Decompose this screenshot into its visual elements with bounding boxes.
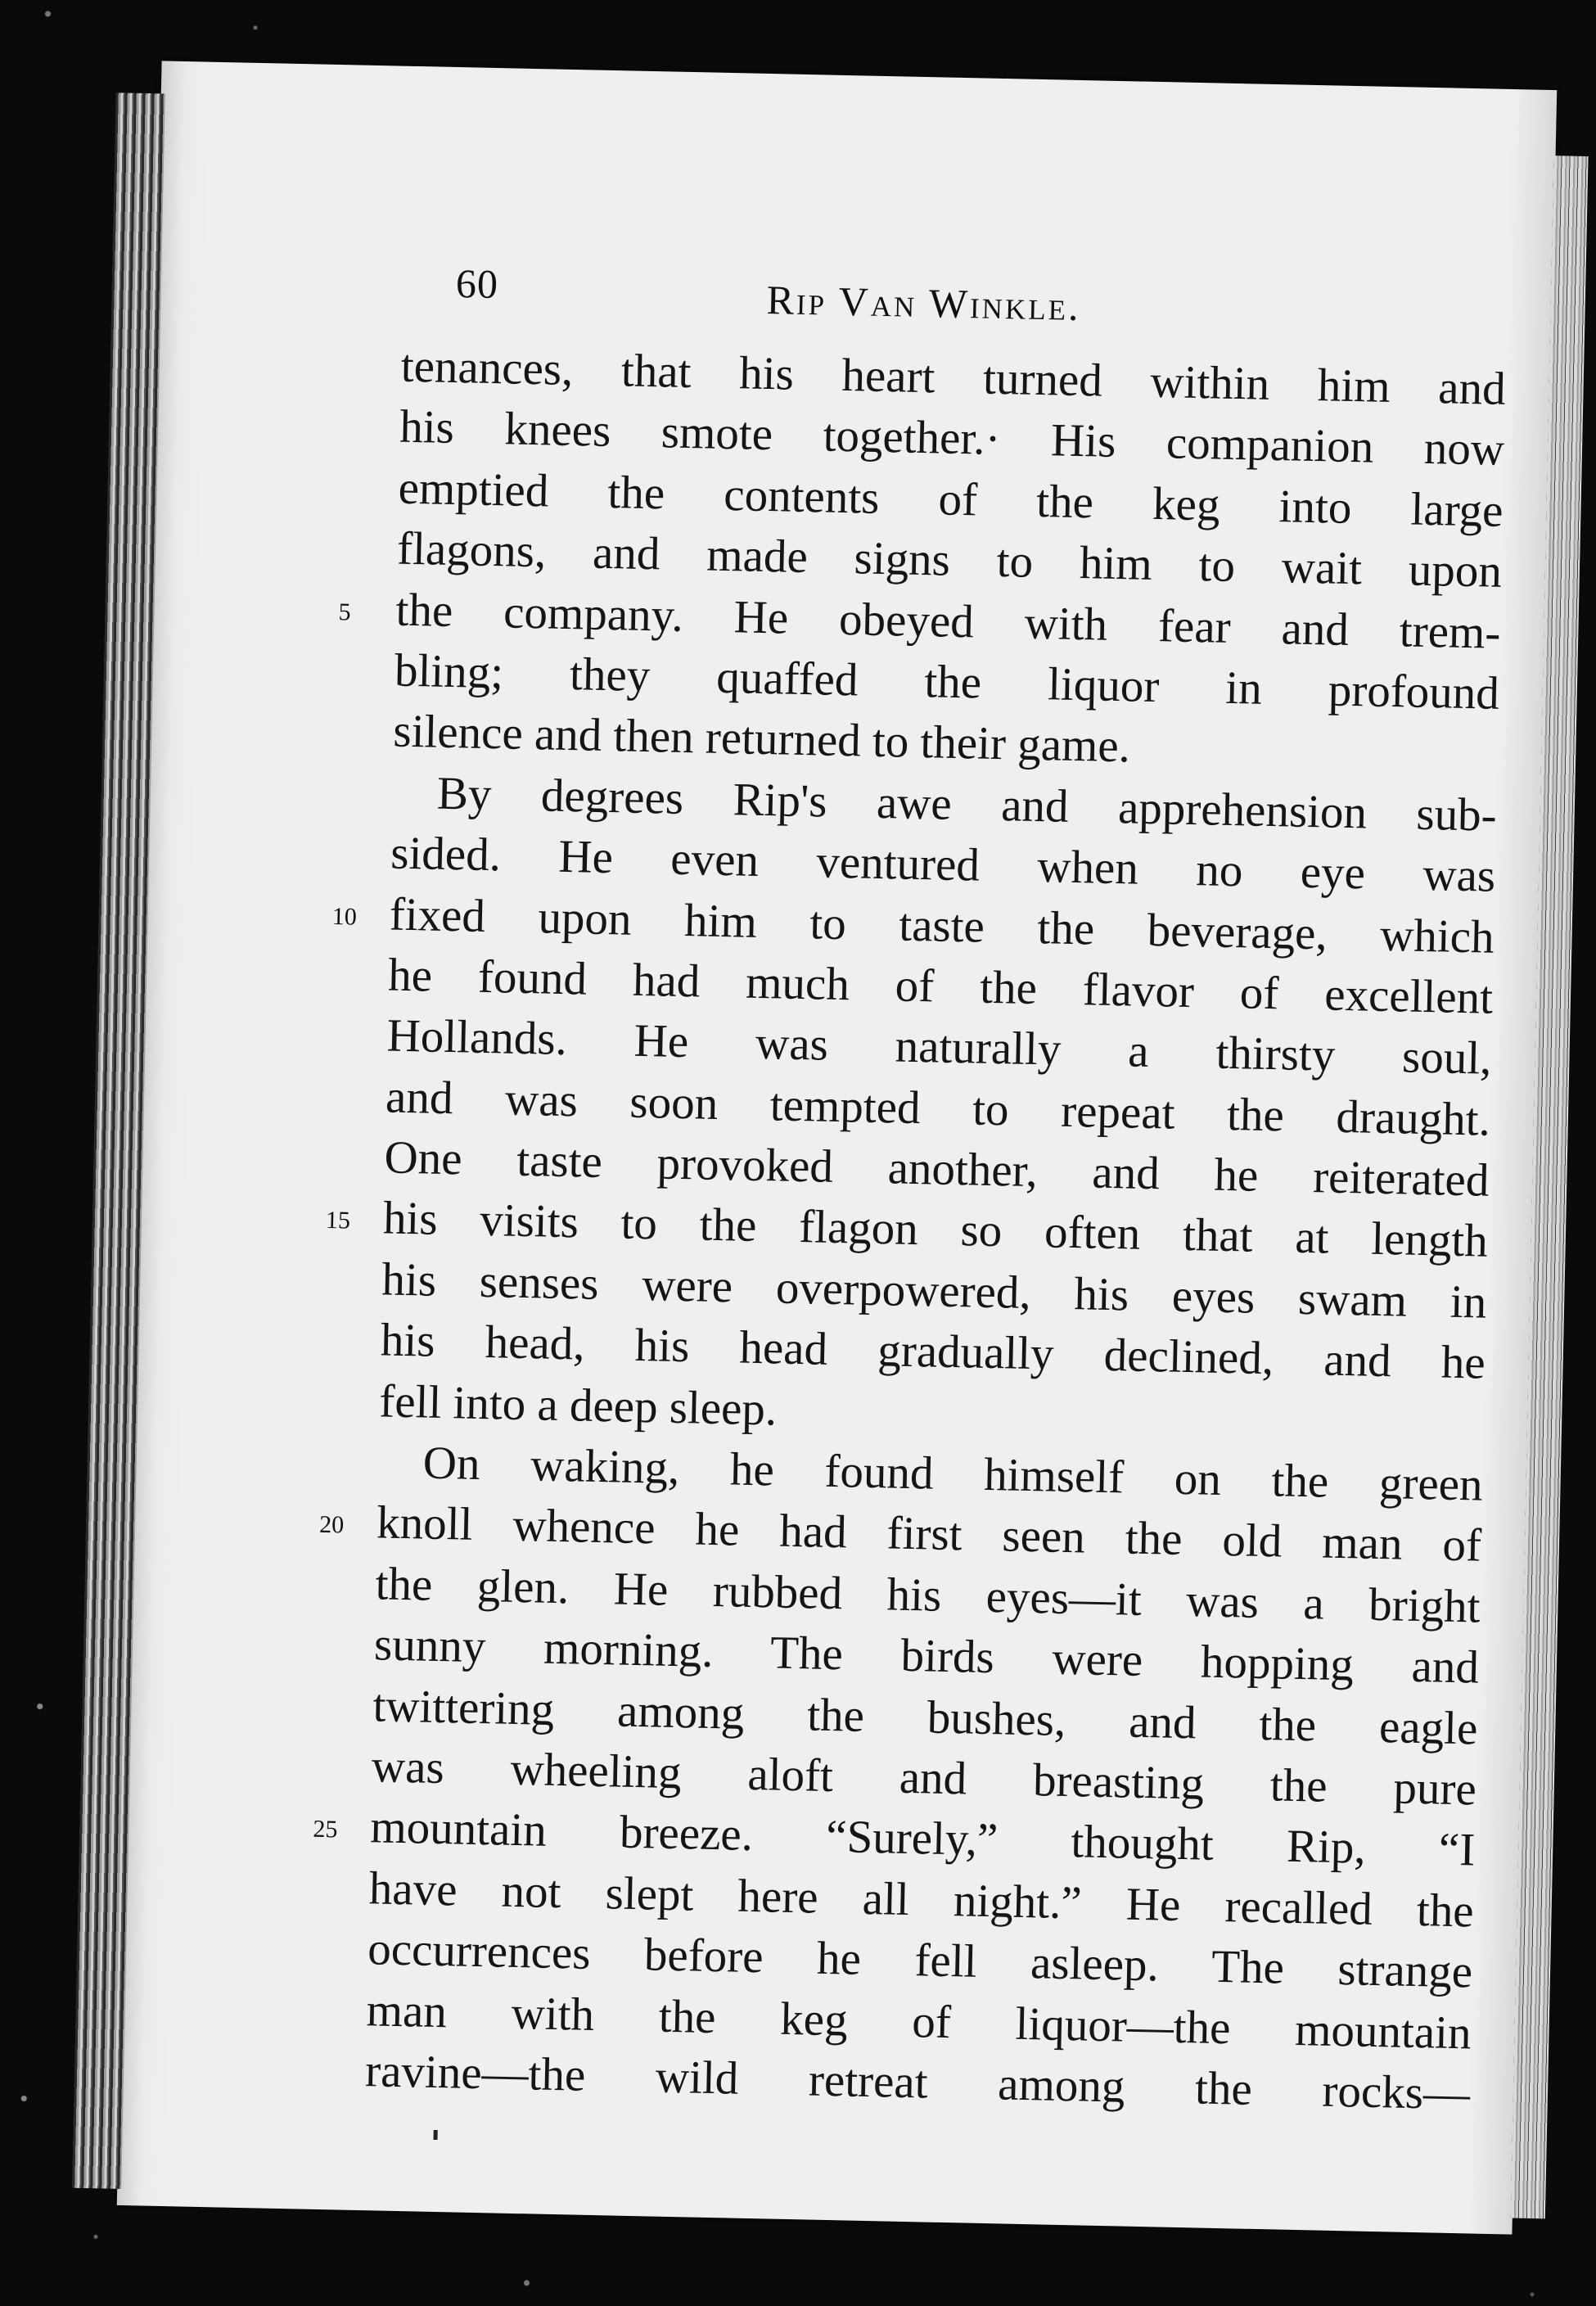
line-number: 10 <box>331 902 358 931</box>
running-title: Rip Van Winkle. <box>766 276 1082 330</box>
line-text: his knees smote together.· His companion now <box>399 401 1505 476</box>
line-text: and was soon tempted to repeat the draught. <box>385 1071 1491 1146</box>
line-number <box>336 703 385 704</box>
line-number: 15 <box>325 1207 351 1235</box>
line-number <box>311 1921 360 1922</box>
running-head <box>156 253 1553 348</box>
line-text: mountain breeze. “Surely,” thought Rip, “I <box>369 1801 1476 1876</box>
line-number <box>343 399 392 400</box>
line-text: By degrees Rip's awe and apprehension sub- <box>436 767 1498 842</box>
line-number <box>309 2043 358 2044</box>
line-text: his head, his head gradually declined, and he <box>380 1314 1486 1389</box>
line-number <box>324 1312 373 1313</box>
book-page <box>117 61 1557 2234</box>
line-number <box>316 1677 365 1678</box>
line-number: 25 <box>313 1816 338 1843</box>
line-text: One taste provoked another, and he reiterated <box>383 1131 1490 1207</box>
line-text: his senses were overpowered, his eyes swam in <box>381 1253 1487 1329</box>
line-number <box>330 1008 379 1009</box>
line-number <box>345 338 394 339</box>
line-text: On waking, he found himself on the green <box>422 1437 1484 1511</box>
line-text: fixed upon him to taste the beverage, which <box>389 888 1495 963</box>
line-text: silence and then returned to their game. <box>392 705 1131 773</box>
line-text: his visits to the flagon so often that at length <box>382 1192 1489 1268</box>
line-text: tenances, that his heart turned within him and <box>400 340 1507 415</box>
line-text: sided. He even ventured when no eye was <box>390 827 1496 902</box>
line-text: occurrences before he fell asleep. The strange <box>367 1923 1473 1998</box>
line-text: fell into a deep sleep. <box>378 1375 778 1436</box>
line-number <box>315 1739 364 1740</box>
line-text: knoll whence he had first seen the old man of <box>376 1496 1482 1573</box>
line-text: man with the keg of liquor—the mountain <box>366 1983 1472 2060</box>
line-number <box>322 1434 371 1435</box>
line-text: bling; they quaffed the liquor in profound <box>394 644 1500 720</box>
line-text: Hollands. He was naturally a thirsty soul, <box>386 1009 1493 1085</box>
line-text: the glen. He rubbed his eyes—it was a bright <box>375 1558 1481 1633</box>
line-number <box>310 1982 359 1983</box>
line-text: ravine—the wild retreat among the rocks— <box>364 2045 1471 2120</box>
line-text: twittering among the bushes, and the eagle <box>372 1679 1478 1755</box>
line-text: sunny morning. The birds were hopping and <box>373 1618 1480 1694</box>
line-text: emptied the contents of the keg into large <box>398 462 1504 537</box>
body-text <box>313 336 1507 2125</box>
line-text: he found had much of the flavor of excellent <box>387 949 1494 1024</box>
page-number: 60 <box>455 260 499 308</box>
line-number <box>341 460 390 461</box>
line-text: flagons, and made signs to him to wait upon <box>396 522 1503 598</box>
line-number <box>329 1069 378 1070</box>
print-mark <box>434 2130 438 2140</box>
line-text: the company. He obeyed with fear and trem- <box>394 584 1502 659</box>
line-text: have not slept here all night.” He recalled the <box>368 1862 1475 1938</box>
line-number: 20 <box>318 1511 345 1539</box>
line-text: was wheeling aloft and breasting the pure <box>371 1740 1477 1816</box>
line-number <box>318 1617 367 1618</box>
line-number <box>334 825 383 826</box>
line-number: 5 <box>338 598 351 625</box>
